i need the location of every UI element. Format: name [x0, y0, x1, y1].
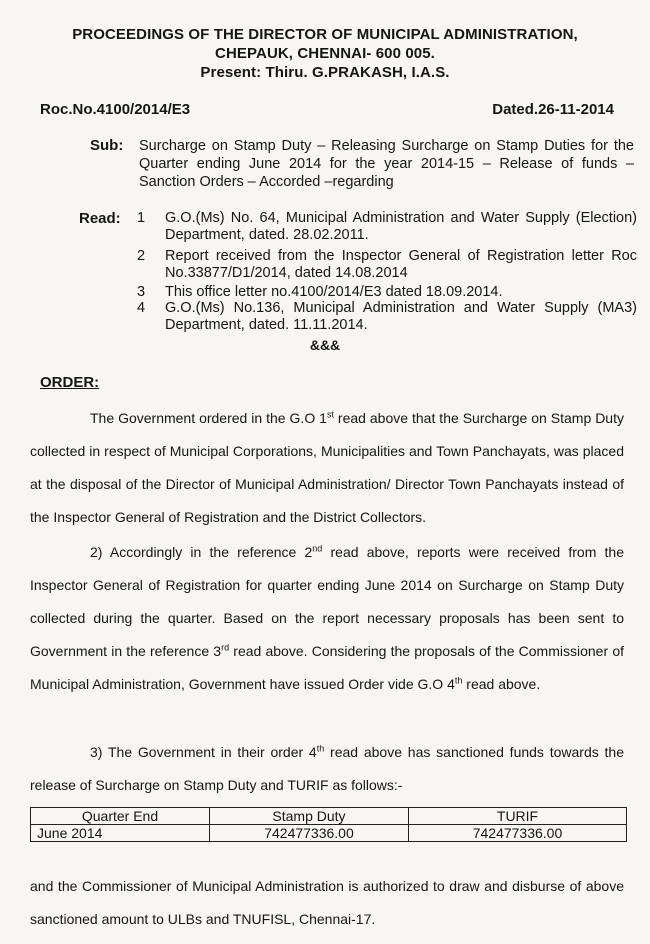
header-address: CHEPAUK, CHENNAI- 600 005. — [215, 45, 435, 62]
order-paragraph-2 — [30, 536, 624, 701]
p4-text: and the Commissioner of Municipal Administration is authorized to draw and disburse of above sanctioned amount to ULBs and TNUFISL, Chennai-17. — [30, 878, 624, 927]
p1-text-b: read above that the Surcharge on Stamp Duty collected in respect of Municipal Corporations, Municipalities and Town Panchayats, was placed at the disposal of the Director of Municipal Administration/ Director Town Panchayats instead of the Inspector General of Registration and the District Collectors. — [30, 410, 624, 525]
document-date: Dated.26-11-2014 — [492, 101, 614, 118]
reference-number-1: 1 — [137, 210, 146, 226]
read-reference-1 — [137, 210, 637, 244]
reference-number: Roc.No.4100/2014/E3 — [40, 101, 191, 118]
read-reference-4 — [137, 300, 637, 334]
subject-text: Surcharge on Stamp Duty – Releasing Surcharge on Stamp Duties for the Quarter ending June 2014 for the year 2014-15 – Release of funds – Sanction Orders – Accorded –regarding — [139, 138, 634, 190]
section-separator: &&& — [309, 337, 341, 353]
p3-text-a: 3) The Government in their order 4 — [90, 744, 317, 760]
order-paragraph-1 — [30, 402, 624, 534]
cell-quarter-end: June 2014 — [31, 825, 210, 842]
funds-table — [30, 807, 627, 842]
read-reference-2 — [137, 248, 637, 282]
p2-sup-1: nd — [312, 543, 323, 554]
column-header-turif: TURIF — [409, 808, 627, 825]
order-paragraph-3 — [30, 736, 624, 802]
reference-text-2: Report received from the Inspector General of Registration letter Roc No.33877/D1/2014, dated 14.08.2014 — [165, 248, 637, 281]
header-present: Present: Thiru. G.PRAKASH, I.A.S. — [200, 64, 450, 81]
read-reference-3 — [137, 284, 637, 301]
p1-sup: st — [326, 409, 334, 420]
read-label: Read: — [79, 210, 121, 227]
reference-text-4: G.O.(Ms) No.136, Municipal Administration and Water Supply (MA3) Department, dated. 11.11.2014. — [165, 300, 637, 333]
p2-sup-2: rd — [221, 642, 230, 653]
table-row — [31, 825, 627, 842]
table-header-row — [31, 808, 627, 825]
cell-turif: 742477336.00 — [409, 825, 627, 842]
p2-text-b: read above, reports were received from the Inspector General of Registration for quarter ending June 2014 on Surcharge on Stamp Duty collected during the quarter. Based on the report necessary proposals has been sent to Government in the reference 3 — [30, 544, 625, 659]
p2-text-c: read above. Considering the proposals of the Commissioner of Municipal Administration, Government have issued Order vide G.O 4 — [30, 643, 624, 692]
reference-number-2: 2 — [137, 248, 146, 264]
reference-text-1: G.O.(Ms) No. 64, Municipal Administration and Water Supply (Election) Department, dated. 28.02.2011. — [165, 210, 637, 243]
subject-label: Sub: — [90, 137, 124, 154]
order-paragraph-4 — [30, 870, 624, 936]
column-header-quarter-end: Quarter End — [31, 808, 210, 825]
reference-number-3: 3 — [137, 284, 146, 300]
p3-sup: th — [316, 743, 325, 754]
reference-number-4: 4 — [137, 300, 146, 316]
p2-text-a: 2) Accordingly in the reference 2 — [90, 544, 313, 560]
header-title: PROCEEDINGS OF THE DIRECTOR OF MUNICIPAL ADMINISTRATION, — [72, 26, 578, 43]
cell-stamp-duty: 742477336.00 — [210, 825, 409, 842]
p3-text-b: read above has sanctioned funds towards the release of Surcharge on Stamp Duty and TURIF as follows:- — [30, 744, 624, 793]
p1-text-a: The Government ordered in the G.O 1 — [90, 410, 327, 426]
reference-text-3: This office letter no.4100/2014/E3 dated 18.09.2014. — [165, 284, 503, 300]
column-header-stamp-duty: Stamp Duty — [210, 808, 409, 825]
p2-text-d: read above. — [462, 676, 541, 692]
p2-sup-3: th — [454, 675, 463, 686]
order-heading: ORDER: — [40, 374, 100, 391]
